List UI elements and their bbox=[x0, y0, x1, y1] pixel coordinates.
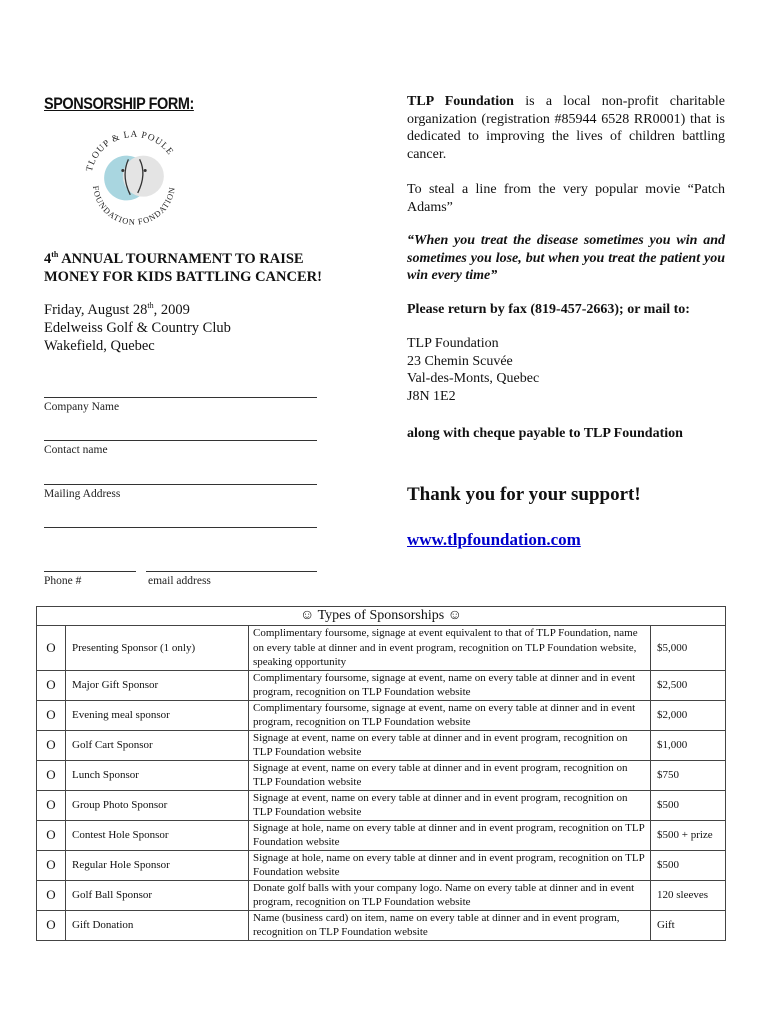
form-title: SPONSORSHIP FORM: bbox=[44, 94, 194, 113]
mailing-address-label: Mailing Address bbox=[44, 488, 121, 500]
info-column bbox=[407, 93, 725, 443]
event-venue: Edelweiss Golf & Country Club bbox=[44, 319, 231, 336]
sponsor-description: Complimentary foursome, signage at event, name on every table at dinner and in event program, recognition on TLP Foundation website bbox=[249, 670, 651, 700]
address-line: J8N 1E2 bbox=[407, 388, 456, 404]
sponsor-price: $2,000 bbox=[651, 700, 726, 730]
table-row bbox=[37, 880, 726, 910]
address-line: TLP Foundation bbox=[407, 336, 499, 351]
event-details bbox=[44, 297, 231, 355]
sponsor-price: Gift bbox=[651, 910, 726, 940]
email-label: email address bbox=[148, 575, 211, 587]
sponsor-radio-button[interactable]: O bbox=[37, 730, 66, 760]
foundation-logo bbox=[78, 122, 190, 234]
mailing-address-field-2[interactable] bbox=[44, 527, 317, 528]
logo-bottom-text: FOUNDATION FONDATION bbox=[90, 185, 178, 227]
org-name: TLP Foundation bbox=[407, 94, 514, 109]
sponsor-description: Name (business card) on item, name on every table at dinner and in event program, recognition on TLP Foundation website bbox=[249, 910, 651, 940]
sponsor-price: $500 + prize bbox=[651, 820, 726, 850]
movie-line: To steal a line from the very popular movie “Patch Adams” bbox=[407, 182, 725, 215]
sponsor-radio-button[interactable]: O bbox=[37, 820, 66, 850]
sponsor-price: $750 bbox=[651, 760, 726, 790]
sponsor-price: $500 bbox=[651, 790, 726, 820]
sponsor-radio-button[interactable]: O bbox=[37, 700, 66, 730]
phone-field[interactable] bbox=[44, 571, 136, 572]
sponsor-price: $2,500 bbox=[651, 670, 726, 700]
table-header: ☺ Types of Sponsorships ☺ bbox=[37, 607, 726, 626]
website-link[interactable]: www.tlpfoundation.com bbox=[407, 530, 581, 549]
sponsor-description: Signage at hole, name on every table at dinner and in event program, recognition on TLP Foundation website bbox=[249, 820, 651, 850]
sponsor-price: 120 sleeves bbox=[651, 880, 726, 910]
sponsor-price: $500 bbox=[651, 850, 726, 880]
sponsor-radio-button[interactable]: O bbox=[37, 910, 66, 940]
sponsor-radio-button[interactable]: O bbox=[37, 880, 66, 910]
company-name-label: Company Name bbox=[44, 401, 120, 413]
email-field[interactable] bbox=[146, 571, 317, 572]
tournament-heading bbox=[44, 246, 344, 286]
sponsor-name: Evening meal sponsor bbox=[66, 700, 249, 730]
sponsor-price: $5,000 bbox=[651, 626, 726, 671]
sponsor-radio-button[interactable]: O bbox=[37, 850, 66, 880]
ordinal-number: 4 bbox=[44, 250, 52, 267]
sponsor-radio-button[interactable]: O bbox=[37, 626, 66, 671]
table-row bbox=[37, 670, 726, 700]
table-row bbox=[37, 910, 726, 940]
phone-label: Phone # bbox=[44, 575, 82, 587]
sponsorship-table bbox=[36, 606, 726, 941]
event-city: Wakefield, Quebec bbox=[44, 337, 155, 354]
address-line: Val-des-Monts, Quebec bbox=[407, 371, 540, 386]
sponsor-name: Lunch Sponsor bbox=[66, 760, 249, 790]
company-name-field[interactable] bbox=[44, 397, 317, 398]
sponsor-name: Group Photo Sponsor bbox=[66, 790, 249, 820]
sponsor-name: Contest Hole Sponsor bbox=[66, 820, 249, 850]
sponsor-name: Presenting Sponsor (1 only) bbox=[66, 626, 249, 671]
sponsor-name: Golf Ball Sponsor bbox=[66, 880, 249, 910]
patch-adams-quote: “When you treat the disease sometimes you win and sometimes you lose, but when you treat the patient you win every time” bbox=[407, 233, 725, 283]
sponsor-description: Donate golf balls with your company logo. Name on every table at dinner and in event program, recognition on TLP Foundation website bbox=[249, 880, 651, 910]
table-row bbox=[37, 626, 726, 671]
sponsor-description: Signage at hole, name on every table at dinner and in event program, recognition on TLP Foundation website bbox=[249, 850, 651, 880]
sponsor-price: $1,000 bbox=[651, 730, 726, 760]
sponsor-description: Signage at event, name on every table at dinner and in event program, recognition on TLP Foundation website bbox=[249, 760, 651, 790]
event-date-main: Friday, August 28 bbox=[44, 301, 148, 318]
logo-top-text: TLOUP & LA POULE bbox=[84, 129, 176, 173]
sponsor-description: Complimentary foursome, signage at event equivalent to that of TLP Foundation, name on every table at dinner and in event program, recognition on TLP Foundation website, speaking opportunity bbox=[249, 626, 651, 671]
table-row bbox=[37, 760, 726, 790]
sponsor-description: Complimentary foursome, signage at event, name on every table at dinner and in event program, recognition on TLP Foundation website bbox=[249, 700, 651, 730]
heading-text: ANNUAL TOURNAMENT TO RAISE MONEY FOR KIDS BATTLING CANCER! bbox=[44, 250, 322, 285]
mailing-address-block bbox=[407, 335, 725, 405]
contact-name-label: Contact name bbox=[44, 444, 108, 456]
table-row bbox=[37, 700, 726, 730]
sponsor-name: Gift Donation bbox=[66, 910, 249, 940]
return-instructions: Please return by fax (819-457-2663); or mail to: bbox=[407, 301, 690, 317]
table-row bbox=[37, 790, 726, 820]
event-date-year: , 2009 bbox=[153, 301, 190, 318]
org-desc-text: is a local non-profit charitable organization (registration #85944 6528 RR0001) that is dedicated to improving the lives of children battling cancer. bbox=[407, 94, 725, 162]
event-date bbox=[44, 297, 231, 319]
org-description bbox=[407, 93, 725, 163]
table-row bbox=[37, 730, 726, 760]
event-date-suffix: th bbox=[147, 301, 154, 310]
sponsor-radio-button[interactable]: O bbox=[37, 670, 66, 700]
sponsor-description: Signage at event, name on every table at dinner and in event program, recognition on TLP Foundation website bbox=[249, 730, 651, 760]
sponsor-radio-button[interactable]: O bbox=[37, 760, 66, 790]
thank-you-text: Thank you for your support! bbox=[407, 484, 641, 505]
mailing-address-field[interactable] bbox=[44, 484, 317, 485]
address-line: 23 Chemin Scuvée bbox=[407, 353, 513, 369]
sponsor-name: Golf Cart Sponsor bbox=[66, 730, 249, 760]
table-row bbox=[37, 850, 726, 880]
sponsor-name: Major Gift Sponsor bbox=[66, 670, 249, 700]
sponsor-name: Regular Hole Sponsor bbox=[66, 850, 249, 880]
sponsor-description: Signage at event, name on every table at dinner and in event program, recognition on TLP Foundation website bbox=[249, 790, 651, 820]
table-row bbox=[37, 820, 726, 850]
contact-name-field[interactable] bbox=[44, 440, 317, 441]
sponsor-radio-button[interactable]: O bbox=[37, 790, 66, 820]
ordinal-suffix: th bbox=[51, 250, 59, 259]
cheque-instructions: along with cheque payable to TLP Foundation bbox=[407, 426, 683, 441]
